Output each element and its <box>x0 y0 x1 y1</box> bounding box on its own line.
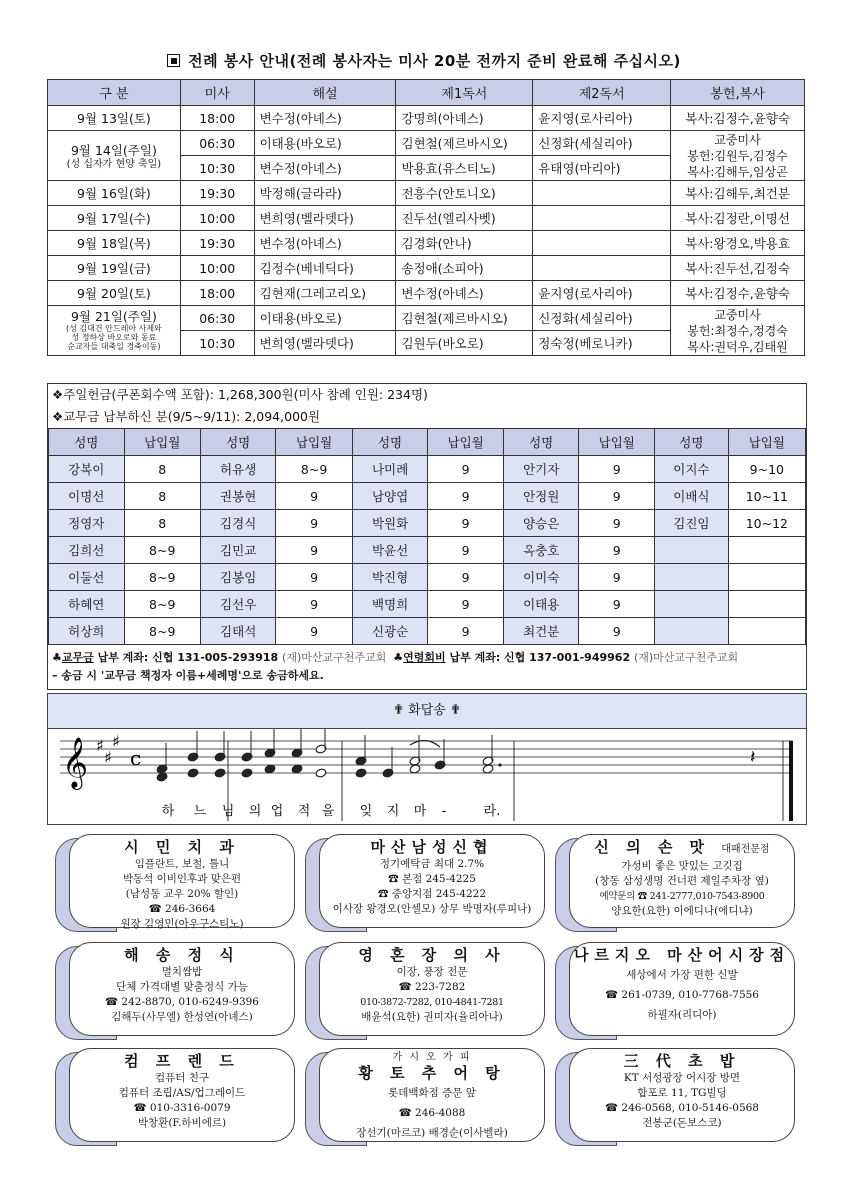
ad-card <box>555 832 799 932</box>
ad-name <box>70 946 294 965</box>
lyric-syllable: 지 <box>386 804 400 819</box>
ad-name-text: 해 송 정 식 <box>124 946 240 964</box>
name-cell: 남양엽 <box>352 483 428 510</box>
name-cell: 나미례 <box>352 456 428 483</box>
ad-line: 세상에서 가장 편한 신발 <box>626 969 738 981</box>
commentary-cell: 김정수(베네딕다) <box>254 256 396 281</box>
dues-table <box>48 428 806 645</box>
ad-line: 장선기(마르코) 배경순(이사벨라) <box>356 1127 508 1139</box>
commentary-cell: 박정해(글라라) <box>254 181 396 206</box>
table-row <box>48 256 805 281</box>
ad-line: 롯데백화점 증문 앞 <box>388 1087 476 1099</box>
name-cell: 신광순 <box>352 618 428 645</box>
time-cell: 10:00 <box>180 206 254 231</box>
month-cell: 8 <box>124 483 200 510</box>
reading2-cell: 신정화(세실리아) <box>533 306 671 331</box>
ad-body <box>319 1048 545 1142</box>
header-cell: 봉헌,복사 <box>671 80 805 106</box>
ad-card <box>305 940 549 1040</box>
month-cell <box>728 591 805 618</box>
month-cell: 8~9 <box>276 456 352 483</box>
ad-line: 하필자(리디아) <box>647 1009 717 1021</box>
lyric-syllable: 업 <box>270 804 284 819</box>
offering-cell: 복사:김해두,최건분 <box>671 181 805 206</box>
table-row <box>48 231 805 256</box>
date-text: 9월 14일(주일) <box>70 143 157 158</box>
ad-line: 합포로 11, TG빌딩 <box>637 1087 727 1099</box>
month-cell: 9 <box>428 510 504 537</box>
ad-line: 이장, 풍장 전문 <box>396 966 468 978</box>
month-cell: 8~9 <box>124 618 200 645</box>
account1-owner: (재)마산교구천주교회 <box>282 651 387 664</box>
header-cell: 납입월 <box>579 429 655 456</box>
ad-name-text: 나르지오 마산어시장점 <box>573 946 791 964</box>
feast-note: 순교자들 대축일 경축이동) <box>67 342 161 351</box>
ad-subtitle: 가 시 오 가 피 <box>392 1052 472 1063</box>
note-head <box>214 768 226 778</box>
reading2-cell <box>533 256 671 281</box>
header-cell: 제2독서 <box>533 80 671 106</box>
ad-card <box>55 940 299 1040</box>
name-cell: 최건분 <box>503 618 579 645</box>
sharp-icon: ♯ <box>112 732 120 751</box>
note-head <box>187 768 199 778</box>
reading1-cell: 김현철(제르바시오) <box>396 306 533 331</box>
name-cell: 박진형 <box>352 564 428 591</box>
name-cell <box>655 537 729 564</box>
name-cell: 김봉임 <box>200 564 276 591</box>
ad-body <box>569 834 795 928</box>
ad-card <box>305 832 549 932</box>
month-cell: 9 <box>276 591 352 618</box>
ad-line: 양요한(요한) 이에디나(에디냐) <box>611 905 753 917</box>
dues-header-row <box>49 429 806 456</box>
month-cell: 9 <box>579 618 655 645</box>
ad-line: 이사장 왕경오(안셀모) 상무 박명자(루피나) <box>332 903 532 915</box>
name-cell: 김희선 <box>49 537 125 564</box>
music-staff <box>48 729 804 823</box>
table-row <box>48 181 805 206</box>
offering-cell: 복사:김정수,윤향숙 <box>671 281 805 306</box>
dot <box>498 763 501 766</box>
ad-line: ☎ 중앙지점 245-4222 <box>377 888 487 900</box>
ad-name-suffix: 대패전문점 <box>721 844 770 855</box>
ad-line: KT 서성광장 어시장 방면 <box>623 1072 741 1084</box>
cross-icon: ✟ <box>449 703 461 718</box>
offering-line: 봉헌:최정수,정경숙 <box>687 323 788 338</box>
reading1-cell: 박용효(유스티노) <box>396 156 533 181</box>
sharp-icon: ♯ <box>104 748 112 767</box>
note-head <box>241 768 253 778</box>
header-cell: 성명 <box>200 429 276 456</box>
table-row <box>49 537 806 564</box>
ad-line: ☎ 261-0739, 010-7768-7556 <box>605 989 759 1001</box>
date-cell <box>48 131 181 181</box>
account1-number: 납부 계좌: 신협 131-005-293918 <box>93 651 283 664</box>
ad-line: ☎ 246-4088 <box>398 1107 466 1119</box>
time-cell: 10:30 <box>180 331 254 356</box>
ad-name <box>320 838 544 857</box>
month-cell: 8~9 <box>124 537 200 564</box>
treble-clef-icon: 𝄞 <box>62 737 89 788</box>
dues-total-line: ❖교무금 납부하신 분(9/5~9/11): 2,094,000원 <box>52 409 321 424</box>
ad-name-text: 시 민 치 과 <box>124 838 240 856</box>
name-cell: 김경식 <box>200 510 276 537</box>
header-cell: 납입월 <box>428 429 504 456</box>
reading1-cell: 김원두(바오로) <box>396 331 533 356</box>
music-title: 화답송 <box>408 703 446 718</box>
month-cell <box>728 537 805 564</box>
lyric-syllable: - <box>441 804 447 819</box>
month-cell: 9 <box>428 456 504 483</box>
responsorial-psalm <box>47 693 807 825</box>
reading1-cell: 김경화(안나) <box>396 231 533 256</box>
reading1-cell: 강명희(아녜스) <box>396 106 533 131</box>
table-row <box>48 131 805 156</box>
offering-line: 교중미사 <box>714 307 761 322</box>
ad-body <box>569 942 795 1036</box>
month-cell: 9 <box>579 510 655 537</box>
reading2-cell: 정숙정(베로니카) <box>533 331 671 356</box>
name-cell: 안정원 <box>503 483 579 510</box>
header-cell: 제1독서 <box>396 80 533 106</box>
header-cell: 납입월 <box>728 429 805 456</box>
ad-card <box>555 940 799 1040</box>
date-cell: 9월 17일(수) <box>48 206 181 231</box>
name-cell: 김태석 <box>200 618 276 645</box>
ad-line: 배윤석(요한) 권미자(율리아나) <box>361 1011 503 1023</box>
feast-note: 성 정하상 바오로와 동료 <box>71 333 157 342</box>
month-cell: 9 <box>276 564 352 591</box>
ad-name-text: 마산남성신협 <box>370 838 494 856</box>
cross-icon: ✟ <box>393 703 405 718</box>
club-icon: ♣ <box>52 651 62 664</box>
name-cell <box>655 591 729 618</box>
month-cell: 10~12 <box>728 510 805 537</box>
ad-card <box>305 1046 549 1146</box>
name-cell <box>655 618 729 645</box>
table-row <box>49 564 806 591</box>
commentary-cell: 김현재(그레고리오) <box>254 281 396 306</box>
reading2-cell: 윤지영(로사리아) <box>533 281 671 306</box>
month-cell: 9 <box>579 591 655 618</box>
ad-card <box>55 1046 299 1146</box>
ad-name <box>570 1052 794 1071</box>
note-head <box>355 768 367 778</box>
month-cell <box>728 564 805 591</box>
account-info <box>48 645 806 689</box>
name-cell: 권봉현 <box>200 483 276 510</box>
offering-line: 교중미사 <box>714 132 761 147</box>
ad-body <box>319 834 545 928</box>
account1-label: 교무금 <box>61 651 94 664</box>
commentary-cell: 변수정(아녜스) <box>254 156 396 181</box>
table-row <box>49 510 806 537</box>
name-cell: 김진임 <box>655 510 729 537</box>
commentary-cell: 이태용(바오로) <box>254 131 396 156</box>
ad-card <box>555 1046 799 1146</box>
name-cell: 박원화 <box>352 510 428 537</box>
name-cell: 이둘선 <box>49 564 125 591</box>
header-cell: 구 분 <box>48 80 181 106</box>
date-cell: 9월 19일(금) <box>48 256 181 281</box>
ad-body <box>69 1048 295 1142</box>
ad-line: ☎ 242-8870, 010-6249-9396 <box>105 996 259 1008</box>
date-cell: 9월 13일(토) <box>48 106 181 131</box>
lyric-syllable: 느 <box>193 804 207 819</box>
ad-line: ☎ 246-3664 <box>148 903 216 915</box>
ad-line: 멸치쌈밥 <box>161 966 203 978</box>
ad-line: 원장 김영민(아우구스티노) <box>120 918 244 930</box>
header-cell: 성명 <box>352 429 428 456</box>
name-cell: 옥충호 <box>503 537 579 564</box>
offering-line: 복사:권덕우,김태원 <box>687 339 788 354</box>
table-row <box>49 483 806 510</box>
note-head <box>315 768 327 778</box>
date-cell: 9월 16일(화) <box>48 181 181 206</box>
reading2-cell <box>533 206 671 231</box>
ad-body <box>69 834 295 928</box>
ad-line: 전봉군(돈보스코) <box>642 1117 722 1129</box>
feast-note: (성 김대건 안드레아 사제와 <box>66 324 162 333</box>
month-cell: 9 <box>276 483 352 510</box>
ad-line: ☎ 본점 245-4225 <box>388 873 476 885</box>
name-cell: 백명희 <box>352 591 428 618</box>
month-cell: 8 <box>124 510 200 537</box>
date-cell: 9월 18일(목) <box>48 231 181 256</box>
ad-body <box>569 1048 795 1142</box>
time-cell: 18:00 <box>180 106 254 131</box>
quarter-rest-icon: 𝄽 <box>750 747 756 768</box>
ad-line: 컴퓨터 조립/AS/업그레이드 <box>118 1087 246 1099</box>
ad-name <box>320 946 544 965</box>
ad-name <box>570 838 794 859</box>
offering-cell <box>671 306 805 356</box>
common-time-icon: c <box>130 746 142 770</box>
table-row <box>48 281 805 306</box>
month-cell: 8 <box>124 456 200 483</box>
ad-line: 정기예탁금 최대 2.7% <box>379 858 485 870</box>
name-cell: 이지수 <box>655 456 729 483</box>
ad-name-text: 컴 프 렌 드 <box>124 1052 240 1070</box>
ad-name-text: 三 代 초 밥 <box>623 1052 741 1070</box>
account2-label: 연령회비 <box>403 651 446 664</box>
month-cell: 9 <box>428 618 504 645</box>
month-cell: 9 <box>579 483 655 510</box>
month-cell: 9 <box>428 537 504 564</box>
date-cell: 9월 20일(토) <box>48 281 181 306</box>
header-cell: 해설 <box>254 80 396 106</box>
ad-name <box>570 946 794 965</box>
reading1-cell: 진두선(엘리사벳) <box>396 206 533 231</box>
ad-line: 박창환(F.하비에르) <box>137 1117 227 1129</box>
reading1-cell: 변수정(아녜스) <box>396 281 533 306</box>
header-cell: 납입월 <box>124 429 200 456</box>
ad-line: 단체 가격대별 맞춤정식 가능 <box>116 981 248 993</box>
name-cell: 이태용 <box>503 591 579 618</box>
ad-line: (창동 삼성생명 건너편 제일주차장 옆) <box>595 875 769 887</box>
lyric-syllable: 라. <box>483 804 501 819</box>
header-cell: 납입월 <box>276 429 352 456</box>
ad-card <box>55 832 299 932</box>
lyric-syllable: 을 <box>321 804 335 819</box>
table-row <box>49 456 806 483</box>
table-row <box>49 618 806 645</box>
lyric-syllable: 의 <box>248 804 262 819</box>
ad-body <box>319 942 545 1036</box>
account-line <box>52 649 802 667</box>
month-cell: 9 <box>276 510 352 537</box>
reading2-cell <box>533 231 671 256</box>
name-cell: 이명선 <box>49 483 125 510</box>
ad-line: 박동석 이비인후과 맞은편 <box>122 873 242 885</box>
sharp-icon: ♯ <box>96 736 104 755</box>
name-cell: 이미숙 <box>503 564 579 591</box>
commentary-cell: 변희영(벨라뎃다) <box>254 206 396 231</box>
name-cell: 강복이 <box>49 456 125 483</box>
table-row <box>48 206 805 231</box>
ad-name <box>320 1064 544 1083</box>
name-cell <box>655 564 729 591</box>
time-cell: 06:30 <box>180 306 254 331</box>
name-cell: 박윤선 <box>352 537 428 564</box>
ad-line: 임플란트, 보철, 틀니 <box>134 858 230 870</box>
ad-name <box>70 1052 294 1071</box>
date-text: 9월 21일(주일) <box>70 309 157 324</box>
month-cell: 9 <box>579 456 655 483</box>
month-cell <box>728 618 805 645</box>
club-icon: ♣ <box>393 651 404 664</box>
month-cell: 9 <box>428 591 504 618</box>
reading1-cell: 전흥수(안토니오) <box>396 181 533 206</box>
offering-dues-section <box>47 383 807 690</box>
name-cell: 하혜연 <box>49 591 125 618</box>
lyric-syllable: 하 <box>161 804 175 819</box>
ad-line: (남성동 교우 20% 할인) <box>125 888 239 900</box>
final-bar-line <box>789 741 793 821</box>
header-cell: 성명 <box>49 429 125 456</box>
offering-cell: 복사:왕경오,박용효 <box>671 231 805 256</box>
month-cell: 8~9 <box>124 591 200 618</box>
ad-name-text: 신 의 손 맛 <box>594 838 711 856</box>
offering-cell <box>671 131 805 181</box>
name-cell: 허상희 <box>49 618 125 645</box>
ad-line: 예약문의 ☎ 241-2777,010-7543-8900 <box>599 891 765 902</box>
ad-line: 010-3872-7282, 010-4841-7281 <box>360 997 504 1008</box>
header-cell: 성명 <box>655 429 729 456</box>
square-bullet-icon <box>167 54 180 67</box>
feast-note: (성 십자가 현양 축일) <box>66 159 162 170</box>
name-cell: 김민교 <box>200 537 276 564</box>
transfer-note: – 송금 시 '교무금 책정자 이름+세례명'으로 송금하세요. <box>52 669 324 682</box>
time-cell: 10:00 <box>180 256 254 281</box>
time-cell: 10:30 <box>180 156 254 181</box>
schedule-header-row <box>48 80 805 106</box>
offering-cell: 복사:진두선,김정숙 <box>671 256 805 281</box>
header-cell: 성명 <box>503 429 579 456</box>
ad-line: ☎ 010-3316-0079 <box>133 1102 231 1114</box>
commentary-cell: 변수정(아녜스) <box>254 106 396 131</box>
ad-line: ☎ 246-0568, 010-5146-0568 <box>605 1102 759 1114</box>
name-cell: 김선우 <box>200 591 276 618</box>
time-cell: 19:30 <box>180 231 254 256</box>
reading2-cell: 신정화(세실리아) <box>533 131 671 156</box>
ad-line: 가성비 좋은 맛있는 고깃집 <box>621 860 743 872</box>
table-row <box>48 106 805 131</box>
page-title: 전례 봉사 안내(전례 봉사자는 미사 20분 전까지 준비 완료해 주십시오) <box>0 50 848 71</box>
name-cell: 정영자 <box>49 510 125 537</box>
name-cell: 양승은 <box>503 510 579 537</box>
month-cell: 9 <box>276 537 352 564</box>
ad-name-text: 영 혼 장 의 사 <box>358 946 506 964</box>
lyric-syllable: 적 <box>297 804 311 819</box>
month-cell: 9 <box>276 618 352 645</box>
commentary-cell: 변희영(벨라뎃다) <box>254 331 396 356</box>
time-cell: 19:30 <box>180 181 254 206</box>
month-cell: 9 <box>428 483 504 510</box>
ad-name-text: 황 토 추 어 탕 <box>358 1064 506 1082</box>
account2-number: 납부 계좌: 신협 137-001-949962 <box>445 651 634 664</box>
sunday-offering-line: ❖주일헌금(쿠폰회수액 포함): 1,268,300원(미사 참례 인원: 234명) <box>52 387 428 402</box>
lyric-syllable: 마 <box>413 804 427 819</box>
month-cell: 8~9 <box>124 564 200 591</box>
commentary-cell: 이태용(바오로) <box>254 306 396 331</box>
offering-cell: 복사:김정수,윤향숙 <box>671 106 805 131</box>
date-cell <box>48 306 181 356</box>
offering-cell: 복사:김정란,이명선 <box>671 206 805 231</box>
ad-name <box>70 838 294 857</box>
lyric-syllable: 잊 <box>359 804 373 819</box>
reading1-cell: 김현철(제르바시오) <box>396 131 533 156</box>
table-row <box>49 591 806 618</box>
offering-line: 복사:김해두,임상곤 <box>687 164 788 179</box>
reading2-cell <box>533 181 671 206</box>
name-cell: 안기자 <box>503 456 579 483</box>
ad-line: ☎ 223-7282 <box>398 981 466 993</box>
name-cell: 허유생 <box>200 456 276 483</box>
ad-body <box>69 942 295 1036</box>
table-row <box>48 306 805 331</box>
month-cell: 10~11 <box>728 483 805 510</box>
account2-owner: (재)마산교구천주교회 <box>633 651 739 664</box>
header-cell: 미사 <box>180 80 254 106</box>
reading2-cell: 유태영(마리아) <box>533 156 671 181</box>
time-cell: 06:30 <box>180 131 254 156</box>
offering-line: 봉헌:김원두,김정수 <box>687 148 788 163</box>
music-header <box>48 694 806 729</box>
commentary-cell: 변수정(아녜스) <box>254 231 396 256</box>
time-cell: 18:00 <box>180 281 254 306</box>
ad-line: 컴퓨터 친구 <box>154 1072 210 1084</box>
reading1-cell: 송정애(소피아) <box>396 256 533 281</box>
lyric-syllable: 님 <box>221 804 235 819</box>
reading2-cell: 윤지영(로사리아) <box>533 106 671 131</box>
ad-line: 김해두(사무엘) 한성연(아녜스) <box>111 1011 253 1023</box>
liturgy-schedule-table <box>47 79 805 356</box>
month-cell: 9~10 <box>728 456 805 483</box>
month-cell: 9 <box>579 564 655 591</box>
name-cell: 이배식 <box>655 483 729 510</box>
month-cell: 9 <box>428 564 504 591</box>
month-cell: 9 <box>579 537 655 564</box>
